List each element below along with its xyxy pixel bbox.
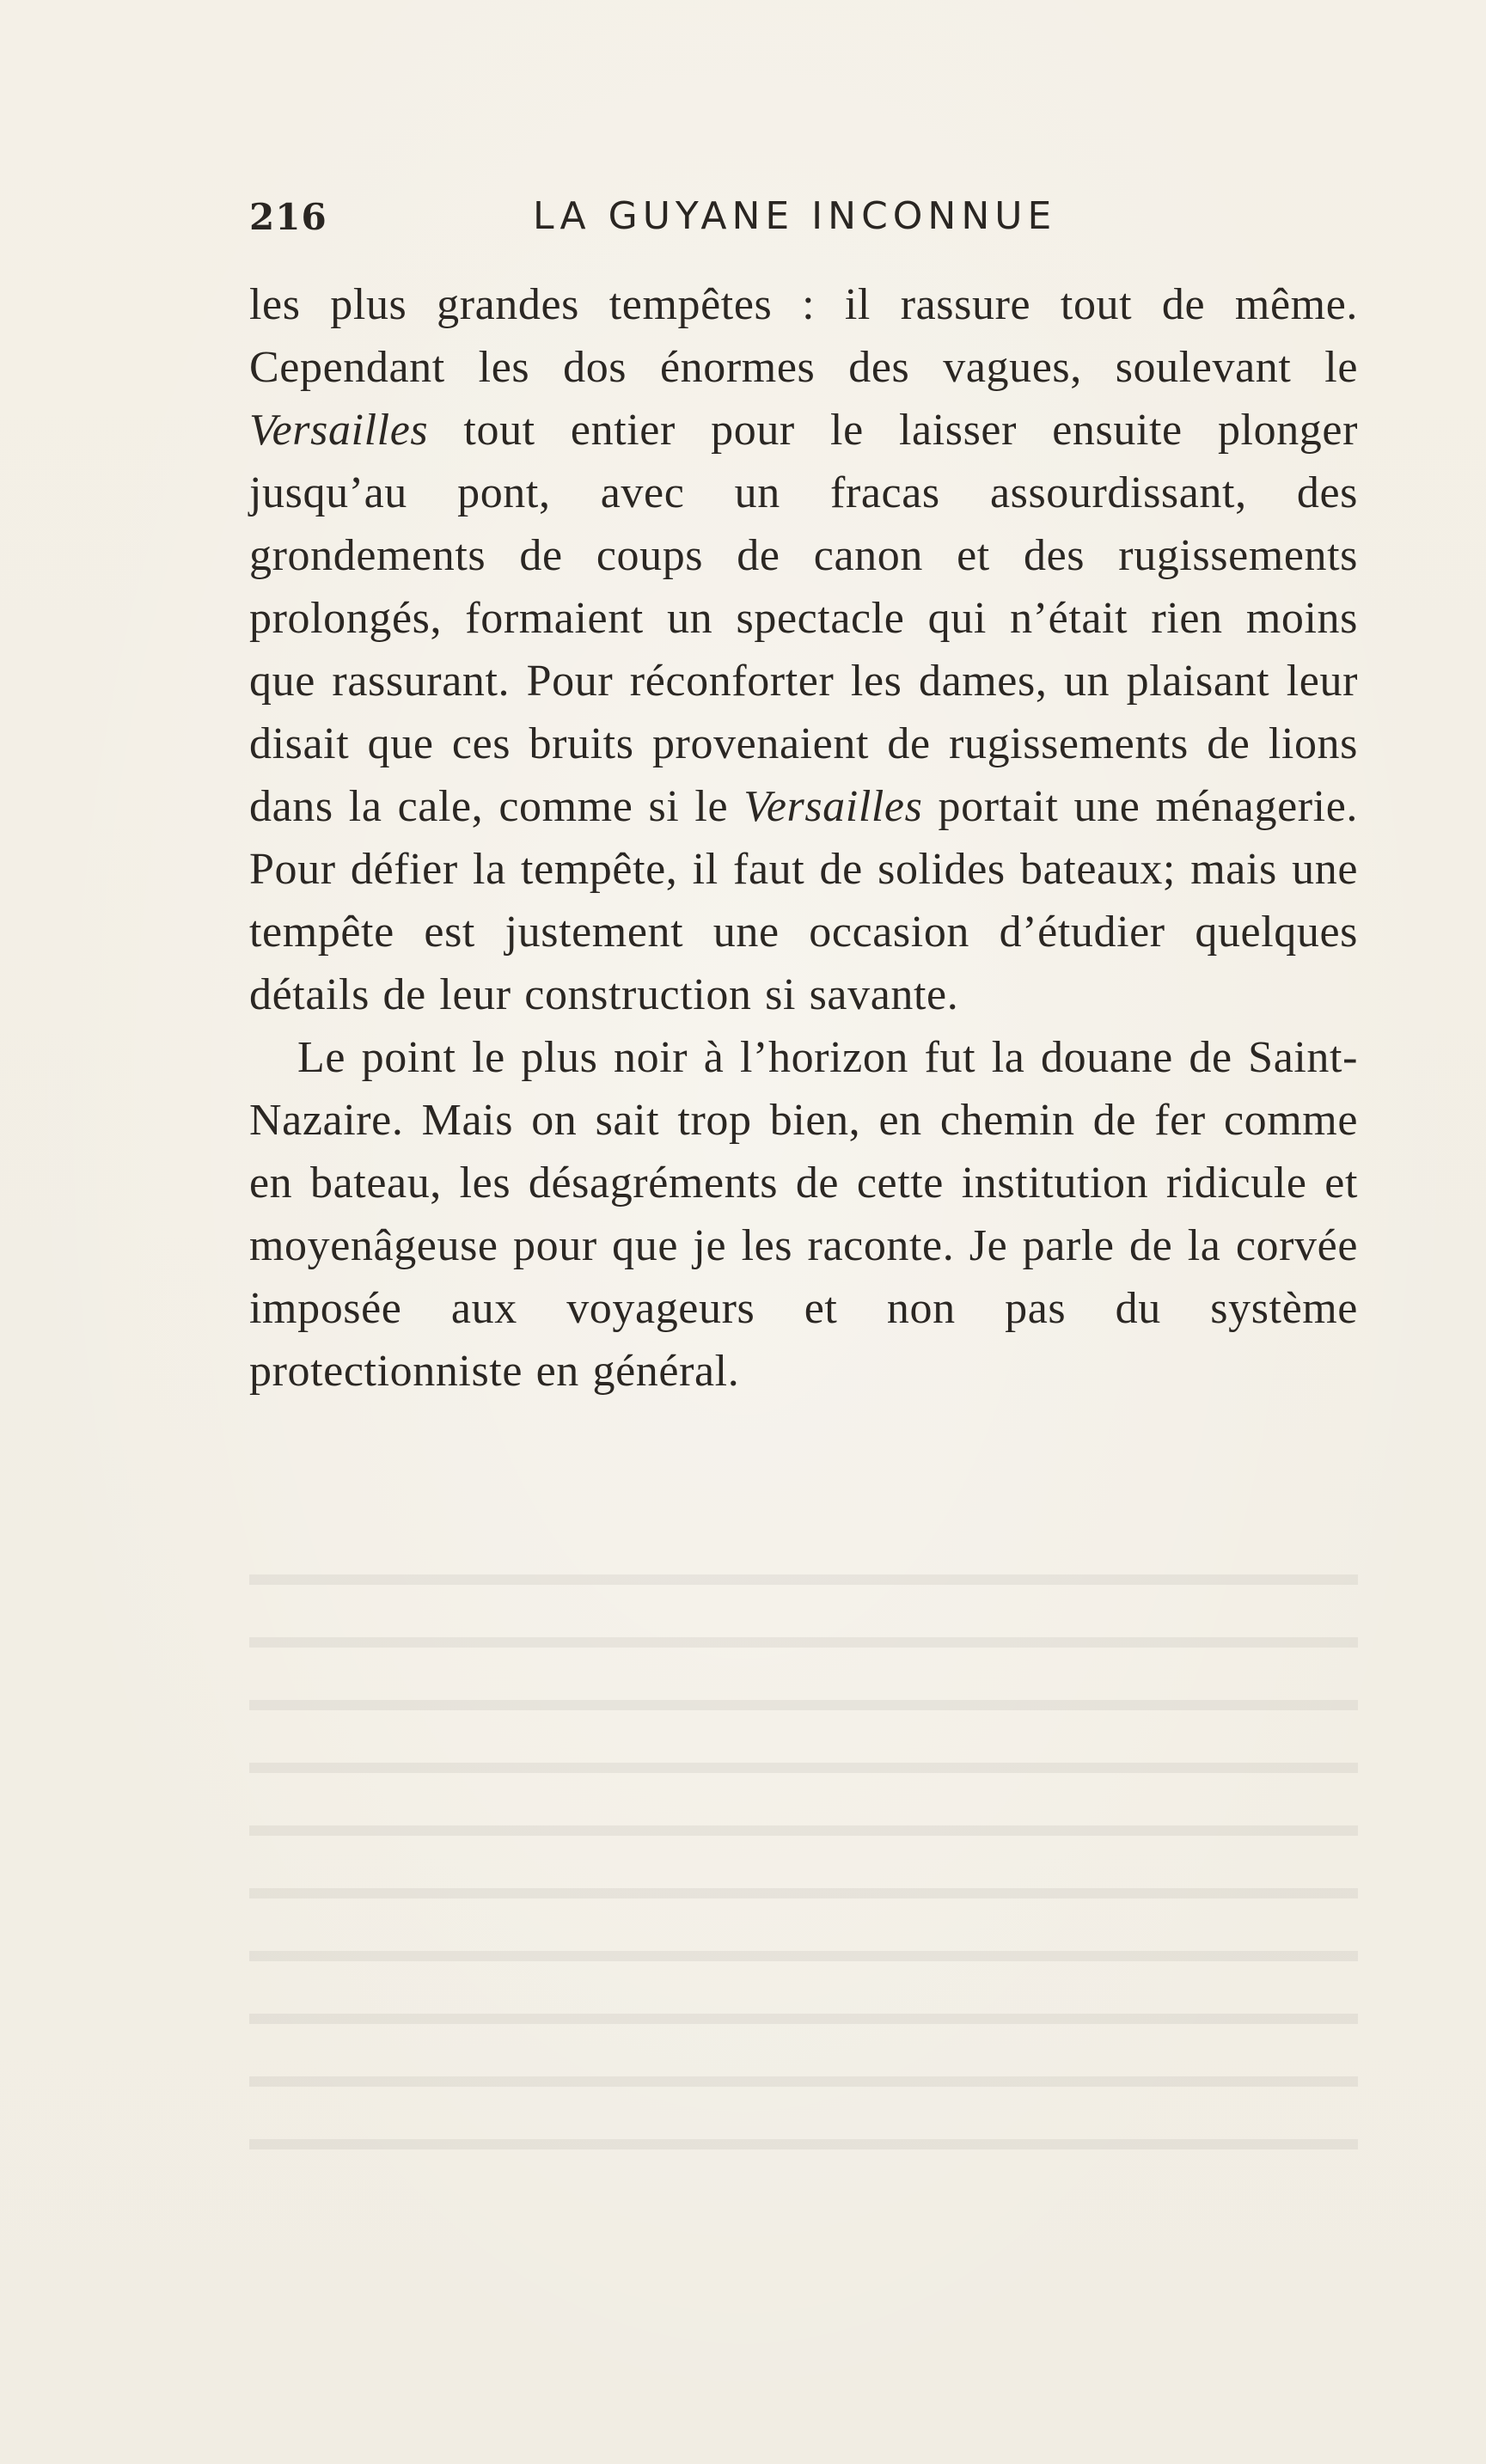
body-text xyxy=(249,273,1358,1403)
paragraph xyxy=(249,273,1358,1026)
paragraph-text: tout entier pour le laisser ensuite plonger jusqu’au pont, avec un fracas assourdissant, des grondements de coups de canon et des rugissements prolongés, formaient un spectacle qui n’était rien moins que rassurant. Pour réconforter les dames, un plaisant leur disait que ces bruits provenaient de rugissements de lions dans la cale, comme si le xyxy=(249,406,1358,831)
ship-name: Versailles xyxy=(249,406,429,455)
bleed-through-texture xyxy=(249,1547,1358,2200)
paragraph: Le point le plus noir à l’horizon fut la douane de Saint-Nazaire. Mais on sait trop bien, en chemin de fer comme en bateau, les désagréments de cette institution ridicule et moyenâgeuse pour que je les raconte. Je parle de la corvée imposée aux voyageurs et non pas du système protectionniste en général. xyxy=(249,1033,1358,1396)
ship-name: Versailles xyxy=(743,782,923,831)
page-number: 216 xyxy=(249,196,327,238)
page-header xyxy=(249,187,1351,248)
paragraph-text: portait une ménagerie. Pour défier la tempête, il faut de solides bateaux; mais une tempête est justement une occasion d’étudier quelques détails de leur construction si savante. xyxy=(249,782,1358,1019)
running-title: LA GUYANE INCONNUE xyxy=(533,194,1057,238)
paragraph-text: les plus grandes tempêtes : il rassure tout de même. Cependant les dos énormes des vagues, soulevant le xyxy=(249,280,1358,392)
